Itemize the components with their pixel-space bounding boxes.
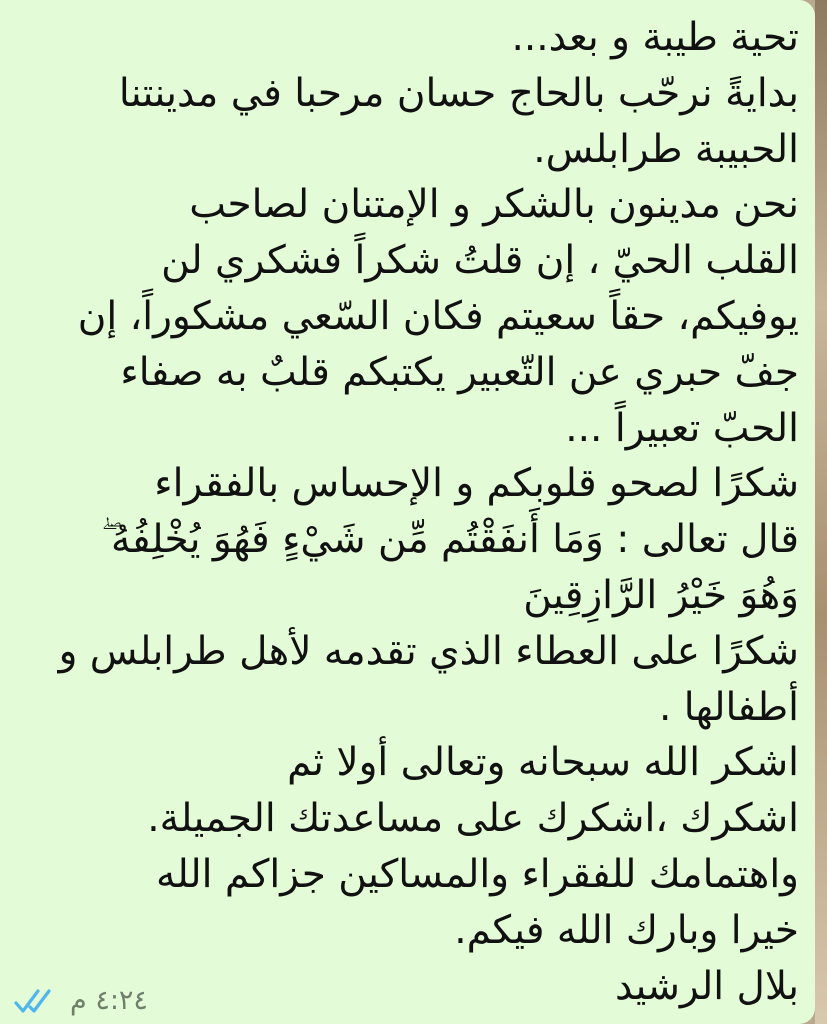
message-line: وَهُوَ خَيْرُ الرَّازِقِينَ <box>523 572 799 618</box>
message-line: تحية طيبة و بعد... <box>511 15 799 60</box>
message-time: ٤:٢٤ م <box>70 985 148 1016</box>
message-text <box>29 10 799 1014</box>
message-line: خيرا وبارك الله فيكم. <box>454 907 799 953</box>
message-line: اشكرك ،اشكرك على مساعدتك الجميلة. <box>147 796 799 842</box>
message-line: اشكر الله سبحانه وتعالى أولا ثم <box>287 740 799 786</box>
message-line: القلب الحيّ ، إن قلتُ شكراً فشكري لن <box>161 238 799 284</box>
message-line: نحن مدينون بالشكر و الإمتنان لصاحب <box>189 182 799 228</box>
message-line: بلال الرشيد <box>614 963 799 1009</box>
chat-wallpaper <box>815 0 827 1024</box>
message-line: قال تعالى : وَمَا أَنفَقْتُم مِّن شَيْءٍ فَهُوَ يُخْلِفُهُ ۖ <box>101 517 799 563</box>
message-line: جفّ حبري عن التّعبير يكتبكم قلبٌ به صفاء <box>120 349 799 395</box>
message-line: أطفالها . <box>658 684 799 730</box>
message-meta <box>14 985 148 1016</box>
message-line: شكرًا لصحو قلوبكم و الإحساس بالفقراء <box>154 461 799 507</box>
message-line: الحبّ تعبيراً ... <box>565 405 799 451</box>
message-line: شكرًا على العطاء الذي تقدمه لأهل طرابلس و <box>58 628 799 674</box>
message-line: الحبيبة طرابلس. <box>533 126 799 172</box>
message-line: بدايةً نرحّب بالحاج حسان مرحبا في مدينتنا <box>118 70 799 116</box>
double-check-read-icon <box>14 986 60 1016</box>
message-line: يوفيكم، حقاً سعيتم فكان السّعي مشكوراً، إن <box>77 293 799 339</box>
message-line: واهتمامك للفقراء والمساكين جزاكم الله <box>155 851 799 897</box>
